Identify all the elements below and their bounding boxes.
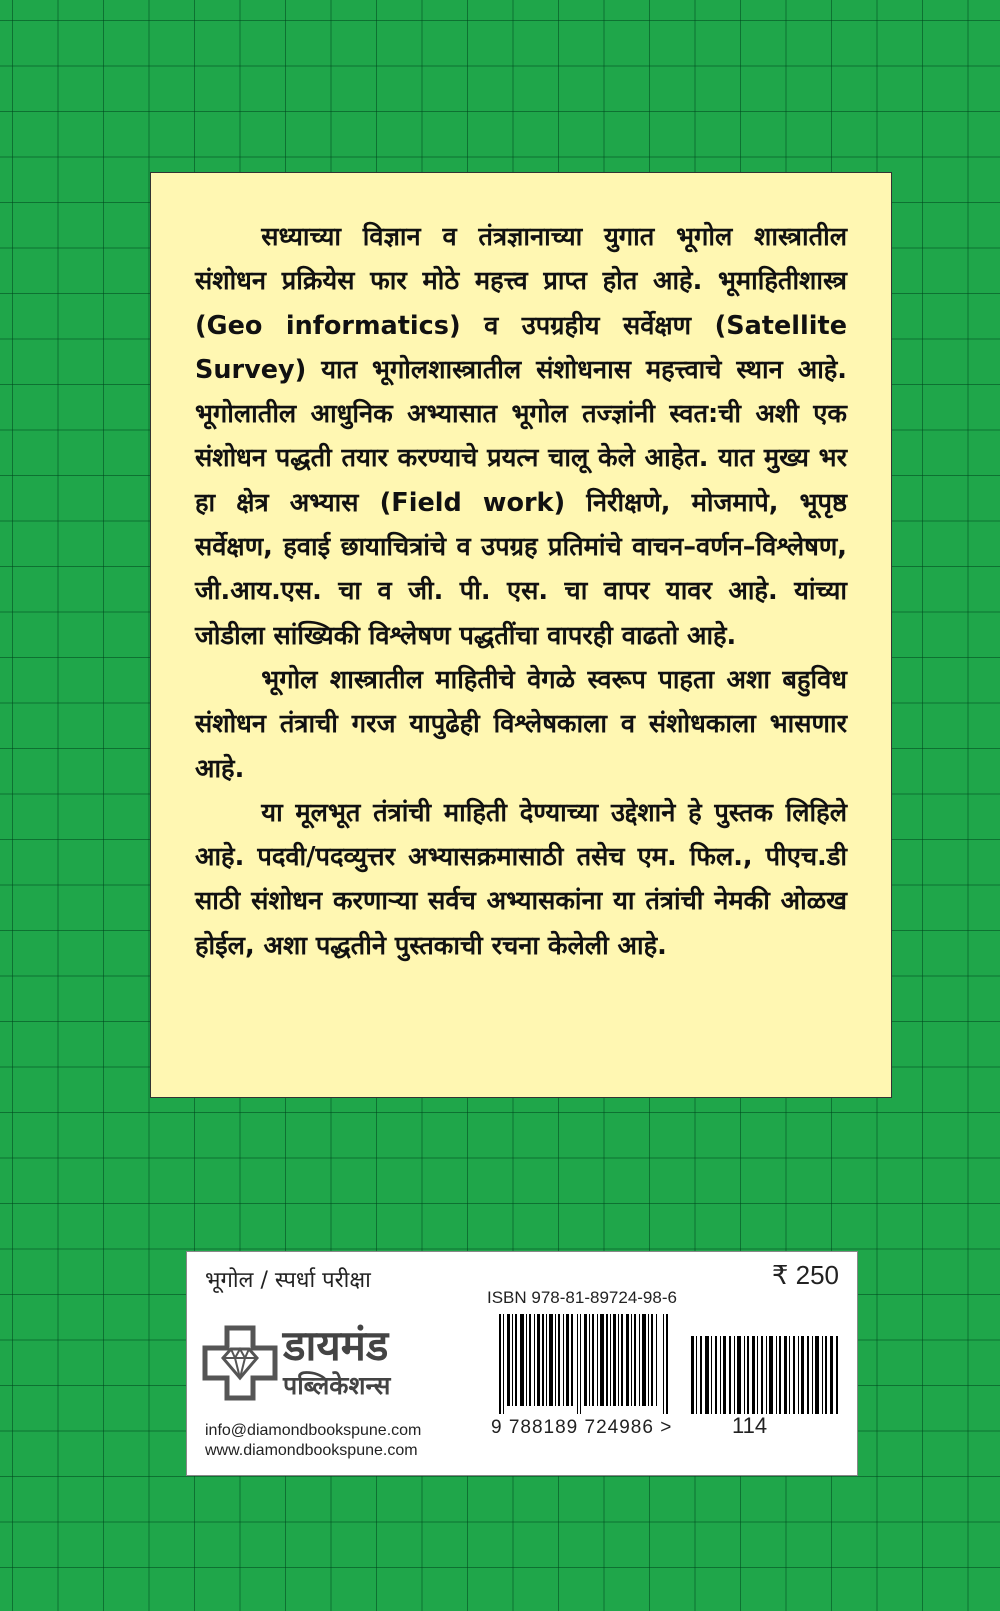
publisher-email: info@diamondbookspune.com xyxy=(205,1422,422,1439)
publisher-website: www.diamondbookspune.com xyxy=(205,1442,418,1459)
category-text: भूगोल / स्पर्धा परीक्षा xyxy=(205,1268,371,1293)
price-barcode-label xyxy=(186,1251,858,1476)
blurb-paragraph-1: सध्याच्या विज्ञान व तंत्रज्ञानाच्या युगात भूगोल शास्त्रातील संशोधन प्रक्रियेस फार मोठे महत्त्व प्राप्त होत आहे. भूमाहितीशास्त्र (Geo informatics) व उपग्रहीय सर्वेक्षण (Satellite Survey) यात भूगोलशास्त्रातील संशोधनास महत्त्वाचे स्थान आहे. भूगोलातील आधुनिक अभ्यासात भूगोल तज्ज्ञांनी स्वत:ची अशी एक संशोधन पद्धती तयार करण्याचे प्रयत्न चालू केले आहेत. यात मुख्य भर हा क्षेत्र अभ्यास (Field work) निरीक्षणे, मोजमापे, भूपृष्ठ सर्वेक्षण, हवाई छायाचित्रांचे व उपग्रह प्रतिमांचे वाचन–वर्णन–विश्लेषण, जी.आय.एस. चा व जी. पी. एस. चा वापर यावर आहे. यांच्या जोडीला सांख्यिकी विश्लेषण पद्धतींचा वापरही वाढतो आहे. xyxy=(195,222,847,651)
isbn-text: ISBN 978-81-89724-98-6 xyxy=(487,1288,677,1307)
blurb-panel xyxy=(150,172,892,1098)
publisher-name-line1: डायमंड xyxy=(283,1321,389,1370)
publisher-name-line2: पब्लिकेशन्स xyxy=(283,1371,391,1400)
blurb-paragraph-2: भूगोल शास्त्रातील माहितीचे वेगळे स्वरूप पाहता अशा बहुविध संशोधन तंत्राची गरज यापुढेही विश्लेषकाला व संशोधकाला भासणार आहे. xyxy=(195,664,847,784)
price-text: ₹ 250 xyxy=(771,1260,839,1290)
addon-digits: 114 xyxy=(732,1413,768,1438)
addon-barcode-icon xyxy=(691,1336,841,1414)
blurb-paragraph-3: या मूलभूत तंत्रांची माहिती देण्याच्या उद्देशाने हे पुस्तक लिहिले आहे. पदवी/पदव्युत्तर अभ्यासक्रमासाठी तसेच एम. फिल., पीएच.डी साठी संशोधन करणाऱ्या सर्वच अभ्यासकांना या तंत्रांची नेमकी ओळख होईल, अशा पद्धतीने पुस्तकाची रचना केलेली आहे. xyxy=(195,797,847,961)
isbn-barcode-icon xyxy=(499,1314,669,1414)
barcode-digits: 9 788189 724986 > xyxy=(491,1417,673,1438)
diamond-logo-icon xyxy=(201,1324,279,1402)
